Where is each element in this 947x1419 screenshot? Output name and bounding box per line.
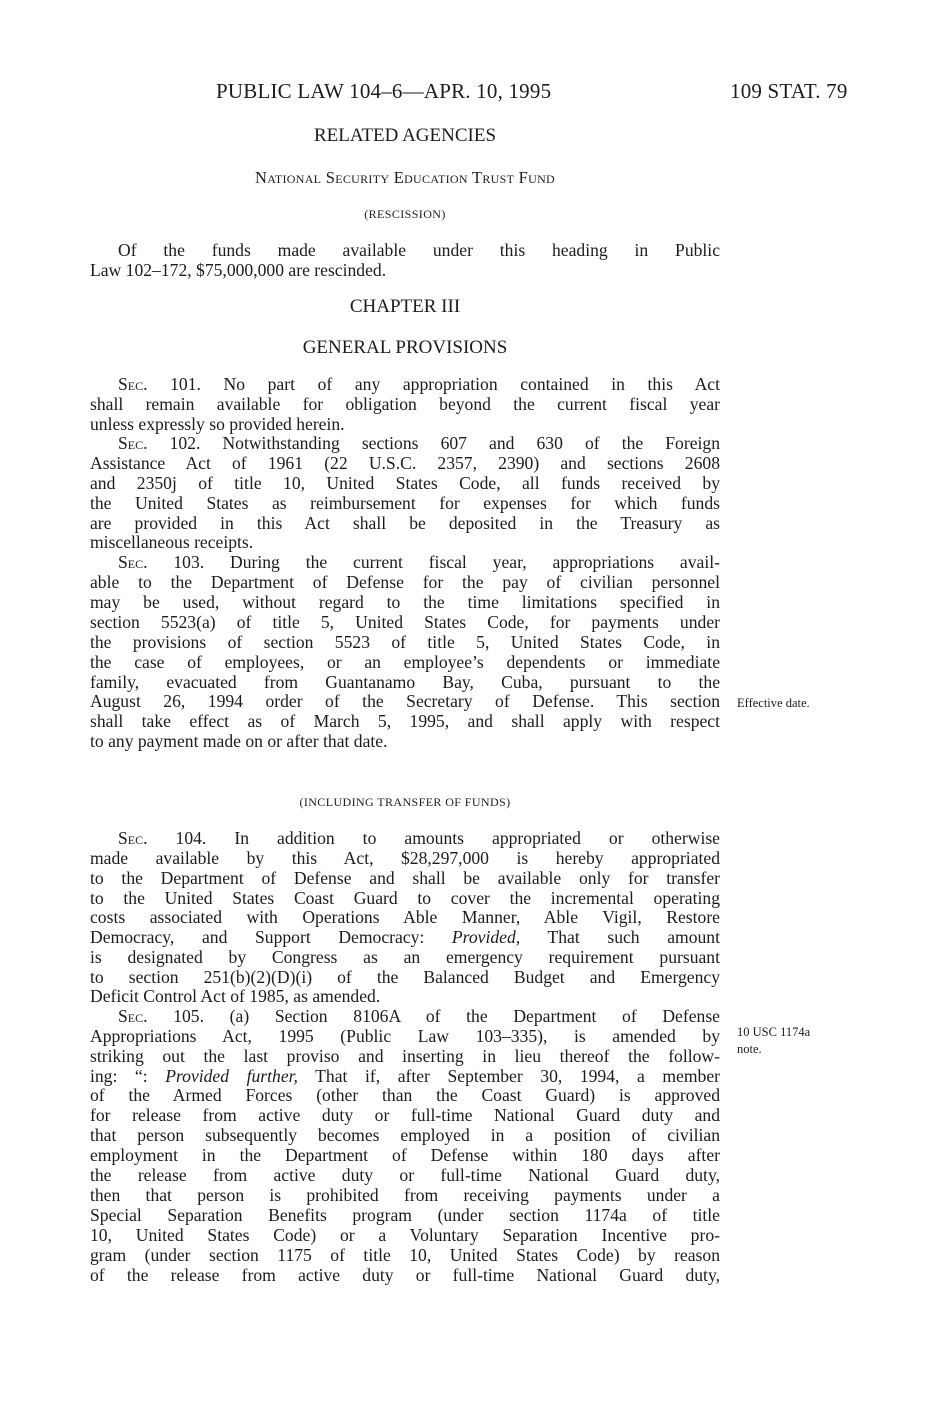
heading-general-provisions: GENERAL PROVISIONS — [302, 337, 508, 358]
sec104-line-1: Sec. 104. In addition to amounts appropriated or otherwise — [118, 828, 720, 848]
sec105-line-1: Sec. 105. (a) Section 8106A of the Department of Defense — [118, 1006, 720, 1026]
sec102-label: Sec. — [118, 433, 148, 453]
sec102-line-6: miscellaneous receipts. — [90, 532, 254, 552]
sec103-line-5: the provisions of section 5523 of title 5, United States Code, in — [90, 632, 720, 652]
sec104-line-9: Deficit Control Act of 1985, as amended. — [90, 986, 381, 1006]
heading-rescission: (RESCISSION) — [364, 207, 446, 221]
sec104-line-5: costs associated with Operations Able Manner, Able Vigil, Restore — [90, 907, 720, 927]
running-header-page-ref: 109 STAT. 79 — [730, 79, 848, 103]
heading-related-agencies: RELATED AGENCIES — [313, 125, 497, 146]
sec103-line-3: may be used, without regard to the time limitations specified in — [90, 592, 720, 612]
sec104-line-7: is designated by Congress as an emergency requirement pursuant — [90, 947, 720, 967]
sec105-line-6: for release from active duty or full-time National Guard duty and — [90, 1105, 720, 1125]
margin-note-usc-1: 10 USC 1174a — [737, 1025, 811, 1039]
sec105-line-12: 10, United States Code) or a Voluntary Separation Incentive pro- — [90, 1225, 720, 1245]
sec104-line-3: to the Department of Defense and shall be available only for transfer — [90, 868, 720, 888]
sec103-line-10: to any payment made on or after that date. — [90, 731, 388, 751]
margin-note-usc-2: note. — [737, 1042, 762, 1056]
sec101-label: Sec. — [118, 374, 148, 394]
sec104-line-4: to the United States Coast Guard to cover the incremental operating — [90, 888, 720, 908]
sec105-line-7: that person subsequently becomes employed in a position of civilian — [90, 1125, 720, 1145]
heading-including-transfer: (INCLUDING TRANSFER OF FUNDS) — [299, 795, 511, 809]
heading-trust-fund: National Security Education Trust Fund — [254, 168, 556, 187]
sec102-line-2: Assistance Act of 1961 (22 U.S.C. 2357, 2390) and sections 2608 — [90, 453, 720, 473]
sec103-line-8: August 26, 1994 order of the Secretary of Defense. This section — [90, 691, 720, 711]
sec105-line-13: gram (under section 1175 of title 10, United States Code) by reason — [90, 1245, 720, 1265]
rescission-line-1: Of the funds made available under this heading in Public — [118, 240, 720, 260]
sec105-line-3: striking out the last proviso and inserting in lieu thereof the follow- — [90, 1046, 720, 1066]
sec103-line-1: Sec. 103. During the current fiscal year, appropriations avail- — [118, 552, 720, 572]
sec103-line-4: section 5523(a) of title 5, United States Code, for payments under — [90, 612, 720, 632]
sec105-line-11: Special Separation Benefits program (under section 1174a of title — [90, 1205, 720, 1225]
sec105-line-9: the release from active duty or full-time National Guard duty, — [90, 1165, 720, 1185]
rescission-line-2: Law 102–172, $75,000,000 are rescinded. — [90, 260, 387, 280]
provided-further-italic: Provided further, — [165, 1066, 298, 1086]
provided-italic: Provided, — [451, 927, 521, 947]
sec104-label: Sec. — [118, 828, 148, 848]
sec105-line-8: employment in the Department of Defense within 180 days after — [90, 1145, 720, 1165]
sec101-line-3: unless expressly so provided herein. — [90, 414, 345, 434]
sec102-line-1: Sec. 102. Notwithstanding sections 607 and 630 of the Foreign — [118, 433, 720, 453]
sec105-label: Sec. — [118, 1006, 148, 1026]
running-header-title: PUBLIC LAW 104–6—APR. 10, 1995 — [216, 79, 552, 103]
sec104-line-2: made available by this Act, $28,297,000 is hereby appropriated — [90, 848, 720, 868]
heading-chapter: CHAPTER III — [349, 296, 461, 317]
sec104-line-6: Democracy, and Support Democracy: Provided, That such amount — [90, 927, 720, 947]
sec102-line-5: are provided in this Act shall be deposited in the Treasury as — [90, 513, 720, 533]
sec104-line-8: to section 251(b)(2)(D)(i) of the Balanced Budget and Emergency — [90, 967, 720, 987]
sec103-line-2: able to the Department of Defense for the pay of civilian personnel — [90, 572, 720, 592]
sec103-label: Sec. — [118, 552, 148, 572]
sec103-line-7: family, evacuated from Guantanamo Bay, Cuba, pursuant to the — [90, 672, 720, 692]
sec103-line-6: the case of employees, or an employee’s dependents or immediate — [90, 652, 720, 672]
sec101-line-2: shall remain available for obligation beyond the current fiscal year — [90, 394, 720, 414]
sec103-line-9: shall take effect as of March 5, 1995, and shall apply with respect — [90, 711, 720, 731]
margin-note-effective-date: Effective date. — [737, 696, 810, 710]
sec105-line-2: Appropriations Act, 1995 (Public Law 103–335), is amended by — [90, 1026, 720, 1046]
sec105-line-5: of the Armed Forces (other than the Coast Guard) is approved — [90, 1085, 720, 1105]
sec102-line-3: and 2350j of title 10, United States Code, all funds received by — [90, 473, 720, 493]
sec101-line-1: Sec. 101. No part of any appropriation contained in this Act — [118, 374, 720, 394]
sec102-line-4: the United States as reimbursement for expenses for which funds — [90, 493, 720, 513]
sec105-line-14: of the release from active duty or full-time National Guard duty, — [90, 1265, 720, 1285]
sec105-line-4: ing: “: Provided further, That if, after September 30, 1994, a member — [90, 1066, 721, 1086]
sec105-line-10: then that person is prohibited from receiving payments under a — [90, 1185, 720, 1205]
